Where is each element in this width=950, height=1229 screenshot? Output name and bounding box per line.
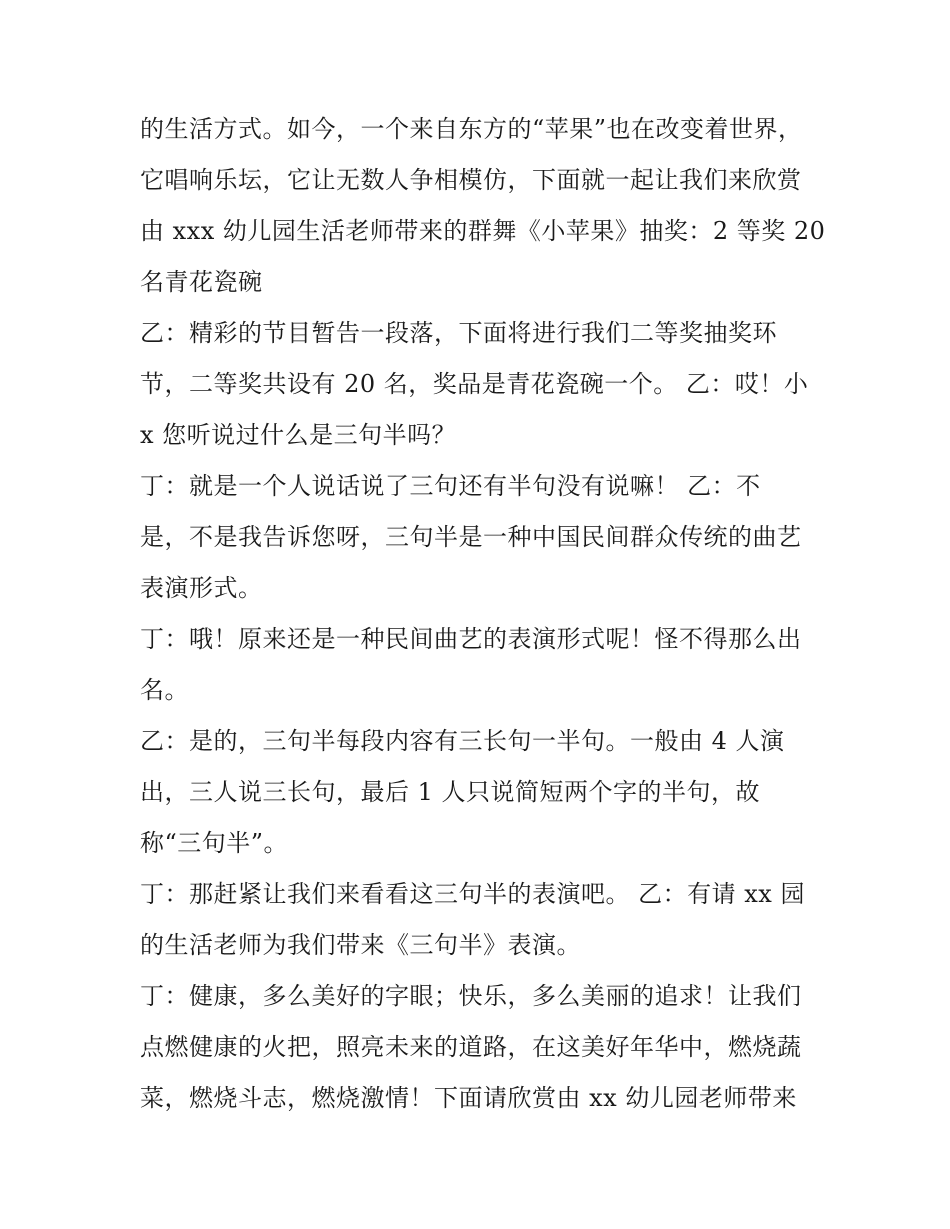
text-line: 出，三人说三长句，最后 1 人只说简短两个字的半句，故: [140, 778, 761, 806]
text-line: 乙：是的，三句半每段内容有三长句一半句。一般由 4 人演: [140, 727, 785, 755]
text-line: 丁：健康，多么美好的字眼；快乐，多么美丽的追求！让我们: [140, 982, 802, 1010]
text-line: x 您听说过什么是三句半吗？: [140, 421, 457, 449]
text-line: 乙：精彩的节目暂告一段落，下面将进行我们二等奖抽奖环: [140, 319, 777, 347]
text-line: 名青花瓷碗: [140, 268, 263, 296]
text-line: 丁：那赶紧让我们来看看这三句半的表演吧。 乙：有请 xx 园: [140, 880, 805, 908]
text-line: 的生活方式。如今，一个来自东方的“苹果”也在改变着世界，: [140, 115, 803, 143]
text-line: 的生活老师为我们带来《三句半》表演。: [140, 931, 581, 959]
text-line: 丁：哦！原来还是一种民间曲艺的表演形式呢！怪不得那么出: [140, 625, 802, 653]
document-body: [140, 104, 830, 1124]
text-line: 称“三句半”。: [140, 829, 289, 857]
text-line: 由 xxx 幼儿园生活老师带来的群舞《小苹果》抽奖：2 等奖 20: [140, 217, 826, 245]
text-line: 菜，燃烧斗志，燃烧激情！下面请欣赏由 xx 幼儿园老师带来: [140, 1084, 797, 1112]
text-line: 名。: [140, 676, 189, 704]
text-line: 表演形式。: [140, 574, 263, 602]
text-line: 点燃健康的火把，照亮未来的道路，在这美好年华中，燃烧蔬: [140, 1033, 802, 1061]
text-line: 是，不是我告诉您呀，三句半是一种中国民间群众传统的曲艺: [140, 523, 802, 551]
text-line: 丁：就是一个人说话说了三句还有半句没有说嘛！ 乙：不: [140, 472, 761, 500]
text-line: 它唱响乐坛，它让无数人争相模仿，下面就一起让我们来欣赏: [140, 166, 802, 194]
text-line: 节，二等奖共设有 20 名，奖品是青花瓷碗一个。 乙：哎！小: [140, 370, 809, 398]
